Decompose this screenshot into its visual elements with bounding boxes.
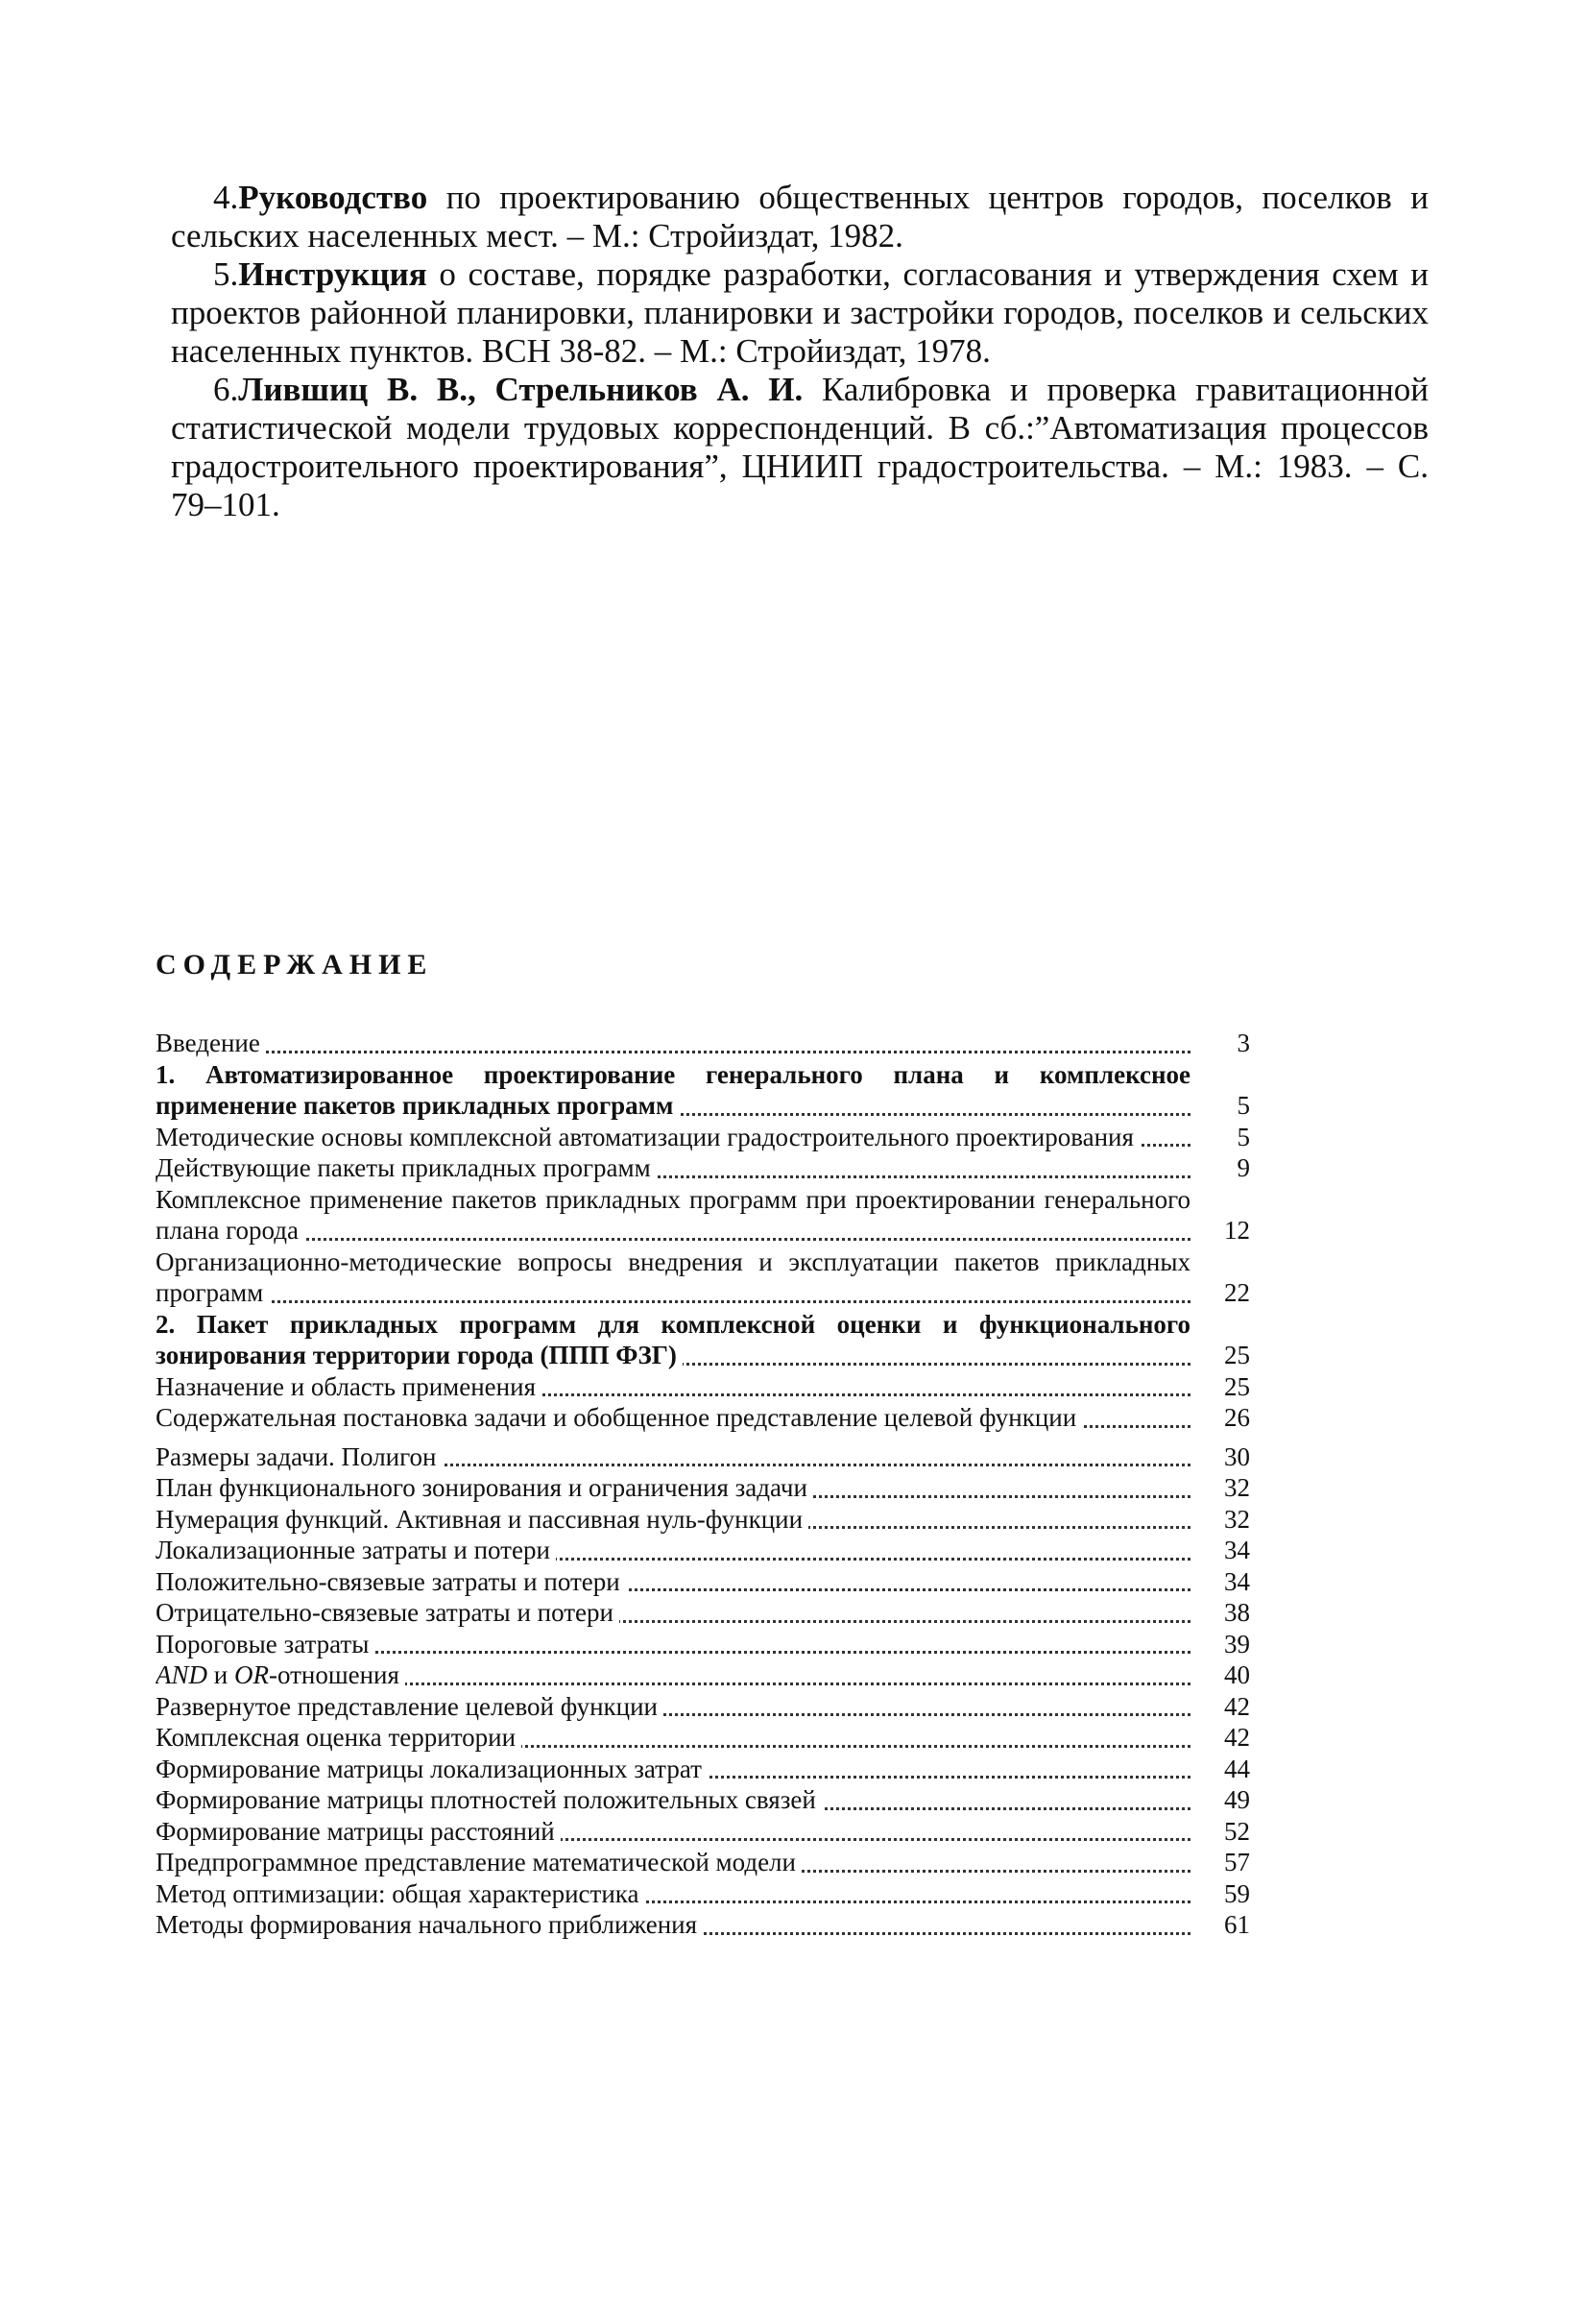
toc-entry-title: План функционального зонирования и ограничения задачи (156, 1473, 813, 1502)
toc-entry-page: 44 (1224, 1754, 1250, 1783)
reference-text: Калибровка и проверка гравитационной статистической модели трудовых корреспонденций. В сб.:”Автоматизация процессов градостроительного проектирования”, ЦНИИП градостроительства. – М.: 1983. – С. 79–101. (171, 371, 1429, 523)
contents-heading: СОДЕРЖАНИЕ (156, 949, 434, 980)
toc-entry-title: Положительно-связевые затраты и потери (156, 1567, 626, 1596)
table-of-contents (156, 1028, 1250, 1941)
toc-entry-page: 49 (1224, 1785, 1250, 1814)
toc-entry (156, 1629, 1250, 1660)
toc-entry-title: Формирование матрицы плотностей положительных связей (156, 1785, 822, 1814)
toc-entry (156, 1152, 1250, 1184)
toc-entry-page: 34 (1224, 1566, 1250, 1596)
toc-entry (156, 1535, 1250, 1566)
toc-entry-page: 57 (1224, 1848, 1250, 1876)
toc-entry-page: 34 (1224, 1536, 1250, 1564)
toc-entry (156, 1247, 1250, 1309)
toc-entry-page: 32 (1224, 1504, 1250, 1534)
toc-entry-title: Содержательная постановка задачи и обобщенное представление целевой функции (156, 1403, 1082, 1432)
toc-entry (156, 1122, 1250, 1153)
toc-entry-page: 32 (1224, 1473, 1250, 1502)
toc-entry-title: Локализационные затраты и потери (156, 1536, 556, 1564)
toc-entry (156, 1371, 1250, 1403)
toc-entry-title: Методы формирования начального приближения (156, 1910, 703, 1939)
toc-entry-title: Действующие пакеты прикладных программ (156, 1153, 657, 1182)
toc-entry (156, 1059, 1250, 1122)
toc-entry (156, 1659, 1250, 1691)
toc-entry-title: Введение (156, 1029, 266, 1057)
toc-entry-page: 42 (1224, 1691, 1250, 1721)
toc-entry-page: 26 (1224, 1403, 1250, 1432)
toc-entry-title: AND и OR-отношения (156, 1660, 405, 1689)
reference-number: 6. (213, 371, 239, 408)
toc-entry (156, 1028, 1250, 1059)
reference-number: 5. (213, 255, 239, 293)
toc-entry-page: 30 (1224, 1441, 1250, 1471)
toc-entry (156, 1184, 1250, 1247)
reference-text: о составе, порядке разработки, согласования и утверждения схем и проектов районной планировки, планировки и застройки городов, поселков и сельских населенных пунктов. ВСН 38-82. – М.: Стройиздат, 1978. (171, 255, 1429, 370)
reference-item (171, 371, 1429, 524)
toc-entry-page: 25 (1224, 1371, 1250, 1401)
toc-entry (156, 1909, 1250, 1941)
toc-entry-title: Методические основы комплексной автоматизации градостроительного проектирования (156, 1123, 1140, 1151)
toc-entry-page: 22 (1224, 1278, 1250, 1307)
toc-entry (156, 1754, 1250, 1785)
reference-item (171, 179, 1429, 255)
toc-entry (156, 1566, 1250, 1598)
toc-entry-page: 59 (1224, 1878, 1250, 1908)
toc-entry-title: Пороговые затраты (156, 1630, 374, 1658)
toc-entry (156, 1784, 1250, 1816)
toc-entry-title: Формирование матрицы локализационных затрат (156, 1755, 708, 1783)
toc-entry-title: Отрицательно-связевые затраты и потери (156, 1598, 619, 1627)
toc-entry (156, 1309, 1250, 1371)
toc-entry-page: 9 (1237, 1153, 1250, 1182)
reference-text: по проектированию общественных центров городов, поселков и сельских населенных мест. – М.: Стройиздат, 1982. (171, 179, 1429, 254)
toc-entry-page: 3 (1237, 1029, 1250, 1057)
toc-entry-page: 5 (1237, 1091, 1250, 1120)
toc-entry-page: 39 (1224, 1629, 1250, 1658)
reference-author: Руководство (238, 179, 428, 216)
toc-entry (156, 1691, 1250, 1723)
toc-entry-page: 5 (1237, 1122, 1250, 1151)
toc-entry (156, 1722, 1250, 1754)
reference-number: 4. (213, 179, 239, 216)
toc-entry-title: Предпрограммное представление математической модели (156, 1848, 802, 1876)
toc-entry-title: 1. Автоматизированное проектирование генерального плана и комплексное применение пакетов прикладных программ (156, 1059, 1190, 1120)
toc-entry-page: 25 (1224, 1341, 1250, 1369)
toc-entry (156, 1847, 1250, 1878)
toc-entry-title: Метод оптимизации: общая характеристика (156, 1879, 644, 1908)
toc-entry-page: 12 (1224, 1216, 1250, 1245)
reference-item (171, 255, 1429, 371)
toc-entry-title: Размеры задачи. Полигон (156, 1442, 442, 1471)
references-list (171, 179, 1429, 524)
toc-entry-title: Формирование матрицы расстояний (156, 1817, 561, 1846)
toc-entry-page: 42 (1224, 1723, 1250, 1752)
toc-entry-page: 52 (1224, 1816, 1250, 1846)
toc-entry (156, 1504, 1250, 1536)
toc-entry-page: 38 (1224, 1598, 1250, 1627)
toc-entry-page: 61 (1224, 1910, 1250, 1939)
toc-entry-title: 2. Пакет прикладных программ для комплексной оценки и функционального зонирования территории города (ППП ФЗГ) (156, 1309, 1190, 1369)
toc-entry (156, 1878, 1250, 1910)
toc-entry (156, 1441, 1250, 1473)
toc-entry (156, 1597, 1250, 1629)
reference-author: Лившиц В. В., Стрельников А. И. (238, 371, 804, 408)
reference-author: Инструкция (238, 255, 427, 293)
toc-entry-title: Назначение и область применения (156, 1372, 541, 1401)
toc-entry-page: 40 (1224, 1660, 1250, 1689)
toc-entry-title: Комплексная оценка территории (156, 1723, 521, 1752)
toc-entry (156, 1402, 1250, 1434)
toc-entry (156, 1816, 1250, 1848)
toc-entry-title: Комплексное применение пакетов прикладных программ при проектировании генерального плана города (156, 1184, 1190, 1245)
toc-entry (156, 1472, 1250, 1504)
toc-entry-title: Организационно-методические вопросы внедрения и эксплуатации пакетов прикладных программ (156, 1247, 1190, 1307)
toc-entry-title: Развернутое представление целевой функции (156, 1692, 663, 1721)
toc-entry-title: Нумерация функций. Активная и пассивная нуль-функции (156, 1505, 808, 1534)
